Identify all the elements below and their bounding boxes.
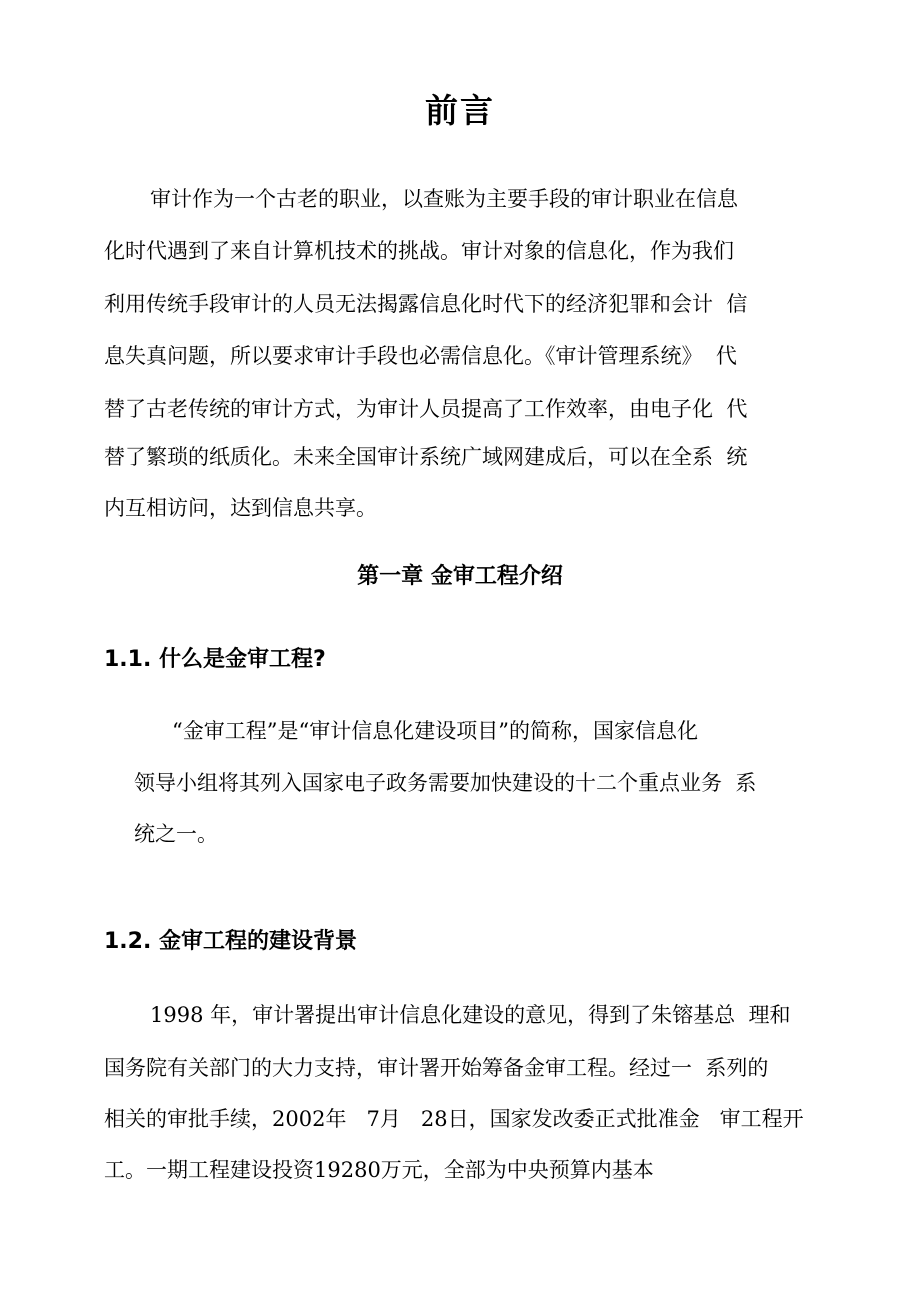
section-1-2-line-1: 1998 年，审计署提出审计信息化建设的意见，得到了朱镕基总 理和	[150, 1003, 791, 1027]
section-1-1-line-1: “金审工程”是“审计信息化建设项目”的简称，国家信息化	[172, 719, 698, 743]
preface-line-4: 息失真问题，所以要求审计手段也必需信息化。《审计管理系统》 代	[104, 344, 737, 368]
preface-line-5: 替了古老传统的审计方式，为审计人员提高了工作效率，由电子化 代	[104, 397, 748, 421]
section-1-2-line-2: 国务院有关部门的大力支持，审计署开始筹备金审工程。经过一 系列的	[104, 1056, 769, 1080]
preface-line-1: 审计作为一个古老的职业，以查账为主要手段的审计职业在信息	[150, 187, 738, 211]
preface-line-3: 利用传统手段审计的人员无法揭露信息化时代下的经济犯罪和会计 信	[104, 292, 748, 316]
section-1-2-heading: 1.2. 金审工程的建设背景	[104, 929, 357, 954]
section-1-1-line-2: 领导小组将其列入国家电子政务需要加快建设的十二个重点业务 系	[134, 771, 757, 795]
section-1-1-heading: 1.1. 什么是金审工程?	[104, 647, 326, 672]
preface-title: 前言	[425, 91, 495, 130]
preface-line-2: 化时代遇到了来自计算机技术的挑战。审计对象的信息化，作为我们	[104, 239, 734, 263]
section-1-1-line-3: 统之一。	[134, 822, 218, 846]
preface-line-6: 替了繁琐的纸质化。未来全国审计系统广域网建成后，可以在全系 统	[104, 445, 748, 469]
chapter-title: 第一章 金审工程介绍	[357, 564, 563, 589]
preface-line-7: 内互相访问，达到信息共享。	[104, 496, 377, 520]
section-1-2-line-4: 工。一期工程建设投资19280万元，全部为中央预算内基本	[104, 1158, 654, 1182]
section-1-2-line-3: 相关的审批手续，2002年 7月 28日，国家发改委正式批准金 审工程开	[104, 1107, 804, 1131]
